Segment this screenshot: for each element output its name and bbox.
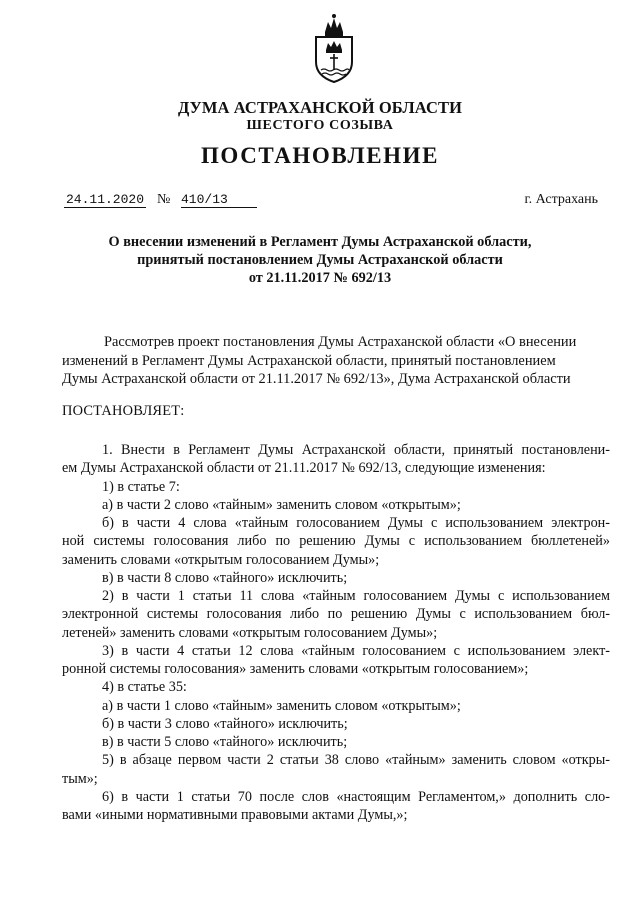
- body-line: заменить словами «открытым голосованием Думы»;: [62, 551, 380, 568]
- document-title: [0, 233, 640, 288]
- city: г. Астрахань: [524, 192, 598, 207]
- document-number: 410/13: [181, 192, 257, 208]
- preamble: [62, 333, 610, 389]
- coat-of-arms-icon: [306, 12, 362, 84]
- resolution-body: [62, 441, 610, 824]
- body-line: 5) в абзаце первом части 2 статьи 38 слово «тайным» заменить словом «откры-: [102, 752, 610, 769]
- body-line: ем Думы Астраханской области от 21.11.2017 № 692/13, следующие изменения:: [62, 460, 546, 477]
- body-line: ной системы голосования либо по решению Думы с использованием бюллетеней»: [62, 533, 610, 550]
- document-date: 24.11.2020: [66, 192, 145, 207]
- preamble-line: Рассмотрев проект постановления Думы Астраханской области «О внесении: [104, 334, 577, 350]
- title-line: от 21.11.2017 № 692/13: [248, 270, 392, 287]
- body-line: электронной системы голосования либо по решению Думы с использованием бюл-: [62, 606, 610, 623]
- body-line: ронной системы голосования» заменить словами «открытым голосованием»;: [62, 661, 529, 677]
- body-line: а) в части 1 слово «тайным» заменить словом «открытым»;: [102, 697, 461, 714]
- resolves-heading: ПОСТАНОВЛЯЕТ:: [62, 403, 185, 419]
- body-line: в) в части 8 слово «тайного» исключить;: [102, 569, 348, 586]
- document-type: ПОСТАНОВЛЕНИЕ: [200, 143, 440, 168]
- body-line: 1. Внести в Регламент Думы Астраханской области, принятый постановлени-: [102, 442, 610, 458]
- body-line: 3) в части 4 статьи 12 слова «тайным голосованием с использованием элект-: [102, 642, 610, 659]
- body-line: в) в части 5 слово «тайного» исключить;: [102, 734, 348, 750]
- body-line: 1) в статье 7:: [102, 478, 180, 495]
- body-line: б) в части 4 слова «тайным голосованием Думы с использованием электрон-: [102, 515, 610, 531]
- preamble-line: изменений в Регламент Думы Астраханской области, принятый постановлением: [62, 352, 556, 369]
- body-line: 6) в части 1 статьи 70 после слов «настоящим Регламентом,» дополнить сло-: [102, 788, 610, 805]
- body-line: 2) в части 1 статьи 11 слова «тайным голосованием Думы с использованием: [102, 588, 610, 604]
- convocation: ШЕСТОГО СОЗЫВА: [246, 118, 394, 133]
- body-line: вами «иными нормативными правовыми актами Думы,»;: [62, 807, 408, 823]
- body-line: 4) в статье 35:: [102, 679, 187, 696]
- organization-name: ДУМА АСТРАХАНСКОЙ ОБЛАСТИ: [177, 98, 463, 117]
- body-line: б) в части 3 слово «тайного» исключить;: [102, 715, 348, 732]
- preamble-line: Думы Астраханской области от 21.11.2017 № 692/13», Дума Астраханской области: [62, 371, 571, 388]
- body-line: летеней» заменить словами «открытым голосованием Думы»;: [62, 624, 438, 641]
- title-line: принятый постановлением Думы Астраханской области: [137, 252, 503, 269]
- body-line: тым»;: [62, 770, 98, 787]
- number-sign: №: [157, 192, 171, 207]
- body-line: а) в части 2 слово «тайным» заменить словом «открытым»;: [102, 496, 461, 513]
- title-line: О внесении изменений в Регламент Думы Астраханской области,: [108, 234, 532, 250]
